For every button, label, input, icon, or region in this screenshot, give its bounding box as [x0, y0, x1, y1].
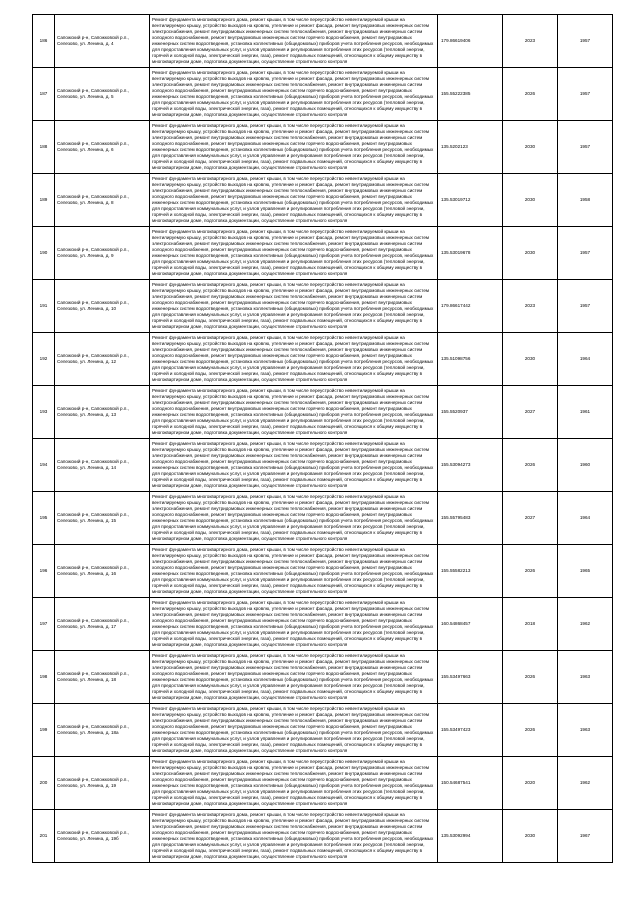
row-address: Сапожский р-н, Сапожковскй р.п., Селезово, ул. Ленина, д. 18а: [55, 704, 150, 757]
row-number: 200: [33, 757, 55, 810]
row-works: Ремонт фундамента многоквартирного дома, ремонт крыши, в том числе переустройство невентилируемой крыши на вентилируемую крышу, устройство выходов на кровлю, утепление и ремонт фасада, ремонт внутридомовых инженерных систем электроснабжения, ремонт внутридомовых инженерных систем теплоснабжения, ремонт внутридомовых инженерных систем холодного водоснабжения, ремонт внутридомовых инженерных систем горячего водоснабжения, ремонт внутридомовых инженерных систем водоотведения, установка коллективных (общедомовых) приборов учета потребления ресурсов, необходимых для предоставления коммунальных услуг, и узлов управления и регулирования потребления этих ресурсов (тепловой энергии, горячей и холодной воды, электрической энергии, газа), ремонт подвальных помещений, относящихся к общему имуществу в многоквартирном доме, подготовка документации, осуществление строительного контроля: [150, 68, 438, 121]
row-number: 196: [33, 545, 55, 598]
row-number: 187: [33, 68, 55, 121]
row-works: Ремонт фундамента многоквартирного дома, ремонт крыши, в том числе переустройство невентилируемой крыши на вентилируемую крышу, устройство выходов на кровлю, утепление и ремонт фасада, ремонт внутридомовых инженерных систем электроснабжения, ремонт внутридомовых инженерных систем теплоснабжения, ремонт внутридомовых инженерных систем холодного водоснабжения, ремонт внутридомовых инженерных систем горячего водоснабжения, ремонт внутридомовых инженерных систем водоотведения, установка коллективных (общедомовых) приборов учета потребления ресурсов, необходимых для предоставления коммунальных услуг, и узлов управления и регулирования потребления этих ресурсов (тепловой энергии, горячей и холодной воды, электрической энергии, газа), ремонт подвальных помещений, относящихся к общему имуществу в многоквартирном доме, подготовка документации, осуществление строительного контроля: [150, 439, 438, 492]
row-year: 2030: [503, 227, 558, 280]
row-cost: 179.86617442: [438, 280, 503, 333]
table-row: [33, 333, 613, 386]
row-address: Сапожский р-н, Сапожковскй р.п., Селезово, ул. Ленина, д. 13: [55, 386, 150, 439]
table-row: [33, 68, 613, 121]
row-built-year: 1958: [558, 174, 613, 227]
row-year: 2027: [503, 386, 558, 439]
row-cost: 155.53497663: [438, 651, 503, 704]
row-works: Ремонт фундамента многоквартирного дома, ремонт крыши, в том числе переустройство невентилируемой крыши на вентилируемую крышу, устройство выходов на кровлю, утепление и ремонт фасада, ремонт внутридомовых инженерных систем электроснабжения, ремонт внутридомовых инженерных систем теплоснабжения, ремонт внутридомовых инженерных систем холодного водоснабжения, ремонт внутридомовых инженерных систем горячего водоснабжения, ремонт внутридомовых инженерных систем водоотведения, установка коллективных (общедомовых) приборов учета потребления ресурсов, необходимых для предоставления коммунальных услуг, и узлов управления и регулирования потребления этих ресурсов (тепловой энергии, горячей и холодной воды, электрической энергии, газа), ремонт подвальных помещений, относящихся к общему имуществу в многоквартирном доме, подготовка документации, осуществление строительного контроля: [150, 121, 438, 174]
row-number: 186: [33, 15, 55, 68]
row-works: Ремонт фундамента многоквартирного дома, ремонт крыши, в том числе переустройство невентилируемой крыши на вентилируемую крышу, устройство выходов на кровлю, утепление и ремонт фасада, ремонт внутридомовых инженерных систем электроснабжения, ремонт внутридомовых инженерных систем теплоснабжения, ремонт внутридомовых инженерных систем холодного водоснабжения, ремонт внутридомовых инженерных систем горячего водоснабжения, ремонт внутридомовых инженерных систем водоотведения, установка коллективных (общедомовых) приборов учета потребления ресурсов, необходимых для предоставления коммунальных услуг, и узлов управления и регулирования потребления этих ресурсов (тепловой энергии, горячей и холодной воды, электрической энергии, газа), ремонт подвальных помещений, относящихся к общему имуществу в многоквартирном доме, подготовка документации, осуществление строительного контроля: [150, 492, 438, 545]
table-row: [33, 704, 613, 757]
row-cost: 179.86619406: [438, 15, 503, 68]
row-address: Сапожский р-н, Сапожковскй р.п., Селезово, ул. Ленина, д. 14: [55, 439, 150, 492]
row-address: Сапожский р-н, Сапожковскй р.п., Селезово, ул. Ленина, д. 16: [55, 545, 150, 598]
row-works: Ремонт фундамента многоквартирного дома, ремонт крыши, в том числе переустройство невентилируемой крыши на вентилируемую крышу, устройство выходов на кровлю, утепление и ремонт фасада, ремонт внутридомовых инженерных систем электроснабжения, ремонт внутридомовых инженерных систем теплоснабжения, ремонт внутридомовых инженерных систем холодного водоснабжения, ремонт внутридомовых инженерных систем горячего водоснабжения, ремонт внутридомовых инженерных систем водоотведения, установка коллективных (общедомовых) приборов учета потребления ресурсов, необходимых для предоставления коммунальных услуг, и узлов управления и регулирования потребления этих ресурсов (тепловой энергии, горячей и холодной воды, электрической энергии, газа), ремонт подвальных помещений, относящихся к общему имуществу в многоквартирном доме, подготовка документации, осуществление строительного контроля: [150, 651, 438, 704]
row-year: 2030: [503, 174, 558, 227]
row-year: 2030: [503, 810, 558, 863]
row-number: 199: [33, 704, 55, 757]
row-cost: 155.55795483: [438, 492, 503, 545]
row-built-year: 1962: [558, 598, 613, 651]
row-year: 2026: [503, 68, 558, 121]
row-number: 194: [33, 439, 55, 492]
table-row: [33, 492, 613, 545]
row-year: 2026: [503, 439, 558, 492]
row-cost: 155.53497423: [438, 704, 503, 757]
table-row: [33, 174, 613, 227]
table-row: [33, 810, 613, 863]
row-built-year: 1957: [558, 280, 613, 333]
table-row: [33, 651, 613, 704]
table-body: [33, 15, 613, 863]
row-cost: 155.55222385: [438, 68, 503, 121]
row-number: 189: [33, 174, 55, 227]
row-number: 192: [33, 333, 55, 386]
table-row: [33, 598, 613, 651]
row-address: Сапожский р-н, Сапожковскй р.п., Селезово, ул. Ленина, д. 8: [55, 174, 150, 227]
row-number: 193: [33, 386, 55, 439]
row-built-year: 1962: [558, 757, 613, 810]
table-row: [33, 545, 613, 598]
row-number: 201: [33, 810, 55, 863]
row-year: 2030: [503, 333, 558, 386]
row-built-year: 1967: [558, 810, 613, 863]
row-address: Сапожский р-н, Сапожковскй р.п., Селезово, ул. Ленина, д. 9: [55, 227, 150, 280]
table-row: [33, 280, 613, 333]
row-year: 2023: [503, 280, 558, 333]
table-row: [33, 227, 613, 280]
row-cost: 135.51098756: [438, 333, 503, 386]
row-address: Сапожский р-н, Сапожковскй р.п., Селезово, ул. Ленина, д. 18: [55, 651, 150, 704]
row-built-year: 1960: [558, 439, 613, 492]
row-cost: 135.53019678: [438, 227, 503, 280]
row-works: Ремонт фундамента многоквартирного дома, ремонт крыши, в том числе переустройство невентилируемой крыши на вентилируемую крышу, устройство выходов на кровлю, утепление и ремонт фасада, ремонт внутридомовых инженерных систем электроснабжения, ремонт внутридомовых инженерных систем теплоснабжения, ремонт внутридомовых инженерных систем холодного водоснабжения, ремонт внутридомовых инженерных систем горячего водоснабжения, ремонт внутридомовых инженерных систем водоотведения, установка коллективных (общедомовых) приборов учета потребления ресурсов, необходимых для предоставления коммунальных услуг, и узлов управления и регулирования потребления этих ресурсов (тепловой энергии, горячей и холодной воды, электрической энергии, газа), ремонт подвальных помещений, относящихся к общему имуществу в многоквартирном доме, подготовка документации, осуществление строительного контроля: [150, 545, 438, 598]
row-address: Сапожский р-н, Сапожковскй р.п., Селезово, ул. Ленина, д. 19: [55, 757, 150, 810]
row-works: Ремонт фундамента многоквартирного дома, ремонт крыши, в том числе переустройство невентилируемой крыши на вентилируемую крышу, устройство выходов на кровлю, утепление и ремонт фасада, ремонт внутридомовых инженерных систем электроснабжения, ремонт внутридомовых инженерных систем теплоснабжения, ремонт внутридомовых инженерных систем холодного водоснабжения, ремонт внутридомовых инженерных систем горячего водоснабжения, ремонт внутридомовых инженерных систем водоотведения, установка коллективных (общедомовых) приборов учета потребления ресурсов, необходимых для предоставления коммунальных услуг, и узлов управления и регулирования потребления этих ресурсов (тепловой энергии, горячей и холодной воды, электрической энергии, газа), ремонт подвальных помещений, относящихся к общему имуществу в многоквартирном доме, подготовка документации, осуществление строительного контроля: [150, 704, 438, 757]
row-built-year: 1963: [558, 651, 613, 704]
row-works: Ремонт фундамента многоквартирного дома, ремонт крыши, в том числе переустройство невентилируемой крыши на вентилируемую крышу, устройство выходов на кровлю, утепление и ремонт фасада, ремонт внутридомовых инженерных систем электроснабжения, ремонт внутридомовых инженерных систем теплоснабжения, ремонт внутридомовых инженерных систем холодного водоснабжения, ремонт внутридомовых инженерных систем горячего водоснабжения, ремонт внутридомовых инженерных систем водоотведения, установка коллективных (общедомовых) приборов учета потребления ресурсов, необходимых для предоставления коммунальных услуг, и узлов управления и регулирования потребления этих ресурсов (тепловой энергии, горячей и холодной воды, электрической энергии, газа), ремонт подвальных помещений, относящихся к общему имуществу в многоквартирном доме, подготовка документации, осуществление строительного контроля: [150, 810, 438, 863]
row-built-year: 1964: [558, 492, 613, 545]
row-cost: 135.53019712: [438, 174, 503, 227]
row-cost: 135.53092994: [438, 810, 503, 863]
row-address: Сапожский р-н, Сапожковскй р.п., Селезово, ул. Ленина, д. 17: [55, 598, 150, 651]
row-cost: 135.5202123: [438, 121, 503, 174]
row-number: 188: [33, 121, 55, 174]
row-year: 2023: [503, 15, 558, 68]
capital-repair-table: [32, 14, 613, 863]
row-year: 2026: [503, 651, 558, 704]
row-year: 2026: [503, 704, 558, 757]
row-address: Сапожский р-н, Сапожковскй р.п., Селезово, ул. Ленина, д. 4: [55, 15, 150, 68]
row-built-year: 1964: [558, 333, 613, 386]
row-number: 190: [33, 227, 55, 280]
table-row: [33, 121, 613, 174]
row-address: Сапожский р-н, Сапожковскй р.п., Селезово, ул. Ленина, д. 12: [55, 333, 150, 386]
table-row: [33, 439, 613, 492]
row-cost: 155.55582213: [438, 545, 503, 598]
row-cost: 155.5520937: [438, 386, 503, 439]
row-works: Ремонт фундамента многоквартирного дома, ремонт крыши, в том числе переустройство невентилируемой крыши на вентилируемую крышу, устройство выходов на кровлю, утепление и ремонт фасада, ремонт внутридомовых инженерных систем электроснабжения, ремонт внутридомовых инженерных систем теплоснабжения, ремонт внутридомовых инженерных систем холодного водоснабжения, ремонт внутридомовых инженерных систем горячего водоснабжения, ремонт внутридомовых инженерных систем водоотведения, установка коллективных (общедомовых) приборов учета потребления ресурсов, необходимых для предоставления коммунальных услуг, и узлов управления и регулирования потребления этих ресурсов (тепловой энергии, горячей и холодной воды, электрической энергии, газа), ремонт подвальных помещений, относящихся к общему имуществу в многоквартирном доме, подготовка документации, осуществление строительного контроля: [150, 598, 438, 651]
row-address: Сапожский р-н, Сапожковскй р.п., Селезово, ул. Ленина, д. 6: [55, 121, 150, 174]
row-works: Ремонт фундамента многоквартирного дома, ремонт крыши, в том числе переустройство невентилируемой крыши на вентилируемую крышу, устройство выходов на кровлю, утепление и ремонт фасада, ремонт внутридомовых инженерных систем электроснабжения, ремонт внутридомовых инженерных систем теплоснабжения, ремонт внутридомовых инженерных систем холодного водоснабжения, ремонт внутридомовых инженерных систем горячего водоснабжения, ремонт внутридомовых инженерных систем водоотведения, установка коллективных (общедомовых) приборов учета потребления ресурсов, необходимых для предоставления коммунальных услуг, и узлов управления и регулирования потребления этих ресурсов (тепловой энергии, горячей и холодной воды, электрической энергии, газа), ремонт подвальных помещений, относящихся к общему имуществу в многоквартирном доме, подготовка документации, осуществление строительного контроля: [150, 280, 438, 333]
row-year: 2020: [503, 757, 558, 810]
row-address: Сапожский р-н, Сапожковскй р.п., Селезово, ул. Ленина, д. 19б: [55, 810, 150, 863]
row-address: Сапожский р-н, Сапожковскй р.п., Селезово, ул. Ленина, д. 15: [55, 492, 150, 545]
row-built-year: 1957: [558, 227, 613, 280]
row-number: 197: [33, 598, 55, 651]
row-works: Ремонт фундамента многоквартирного дома, ремонт крыши, в том числе переустройство невентилируемой крыши на вентилируемую крышу, устройство выходов на кровлю, утепление и ремонт фасада, ремонт внутридомовых инженерных систем электроснабжения, ремонт внутридомовых инженерных систем теплоснабжения, ремонт внутридомовых инженерных систем холодного водоснабжения, ремонт внутридомовых инженерных систем горячего водоснабжения, ремонт внутридомовых инженерных систем водоотведения, установка коллективных (общедомовых) приборов учета потребления ресурсов, необходимых для предоставления коммунальных услуг, и узлов управления и регулирования потребления этих ресурсов (тепловой энергии, горячей и холодной воды, электрической энергии, газа), ремонт подвальных помещений, относящихся к общему имуществу в многоквартирном доме, подготовка документации, осуществление строительного контроля: [150, 227, 438, 280]
row-built-year: 1963: [558, 704, 613, 757]
row-year: 2030: [503, 121, 558, 174]
row-cost: 150.54687541: [438, 757, 503, 810]
table-row: [33, 386, 613, 439]
row-year: 2027: [503, 492, 558, 545]
row-address: Сапожский р-н, Сапожковскй р.п., Селезово, ул. Ленина, д. 10: [55, 280, 150, 333]
row-built-year: 1957: [558, 15, 613, 68]
table-row: [33, 15, 613, 68]
row-year: 2018: [503, 598, 558, 651]
row-works: Ремонт фундамента многоквартирного дома, ремонт крыши, в том числе переустройство невентилируемой крыши на вентилируемую крышу, устройство выходов на кровлю, утепление и ремонт фасада, ремонт внутридомовых инженерных систем электроснабжения, ремонт внутридомовых инженерных систем теплоснабжения, ремонт внутридомовых инженерных систем холодного водоснабжения, ремонт внутридомовых инженерных систем горячего водоснабжения, ремонт внутридомовых инженерных систем водоотведения, установка коллективных (общедомовых) приборов учета потребления ресурсов, необходимых для предоставления коммунальных услуг, и узлов управления и регулирования потребления этих ресурсов (тепловой энергии, горячей и холодной воды, электрической энергии, газа), ремонт подвальных помещений, относящихся к общему имуществу в многоквартирном доме, подготовка документации, осуществление строительного контроля: [150, 757, 438, 810]
row-works: Ремонт фундамента многоквартирного дома, ремонт крыши, в том числе переустройство невентилируемой крыши на вентилируемую крышу, устройство выходов на кровлю, утепление и ремонт фасада, ремонт внутридомовых инженерных систем электроснабжения, ремонт внутридомовых инженерных систем теплоснабжения, ремонт внутридомовых инженерных систем холодного водоснабжения, ремонт внутридомовых инженерных систем горячего водоснабжения, ремонт внутридомовых инженерных систем водоотведения, установка коллективных (общедомовых) приборов учета потребления ресурсов, необходимых для предоставления коммунальных услуг, и узлов управления и регулирования потребления этих ресурсов (тепловой энергии, горячей и холодной воды, электрической энергии, газа), ремонт подвальных помещений, относящихся к общему имуществу в многоквартирном доме, подготовка документации, осуществление строительного контроля: [150, 174, 438, 227]
row-works: Ремонт фундамента многоквартирного дома, ремонт крыши, в том числе переустройство невентилируемой крыши на вентилируемую крышу, устройство выходов на кровлю, утепление и ремонт фасада, ремонт внутридомовых инженерных систем электроснабжения, ремонт внутридомовых инженерных систем теплоснабжения, ремонт внутридомовых инженерных систем холодного водоснабжения, ремонт внутридомовых инженерных систем горячего водоснабжения, ремонт внутридомовых инженерных систем водоотведения, установка коллективных (общедомовых) приборов учета потребления ресурсов, необходимых для предоставления коммунальных услуг, и узлов управления и регулирования потребления этих ресурсов (тепловой энергии, горячей и холодной воды, электрической энергии, газа), ремонт подвальных помещений, относящихся к общему имуществу в многоквартирном доме, подготовка документации, осуществление строительного контроля: [150, 15, 438, 68]
table-row: [33, 757, 613, 810]
row-built-year: 1965: [558, 545, 613, 598]
document-sheet: [32, 14, 612, 863]
row-cost: 155.53094273: [438, 439, 503, 492]
row-number: 191: [33, 280, 55, 333]
row-works: Ремонт фундамента многоквартирного дома, ремонт крыши, в том числе переустройство невентилируемой крыши на вентилируемую крышу, устройство выходов на кровлю, утепление и ремонт фасада, ремонт внутридомовых инженерных систем электроснабжения, ремонт внутридомовых инженерных систем теплоснабжения, ремонт внутридомовых инженерных систем холодного водоснабжения, ремонт внутридомовых инженерных систем горячего водоснабжения, ремонт внутридомовых инженерных систем водоотведения, установка коллективных (общедомовых) приборов учета потребления ресурсов, необходимых для предоставления коммунальных услуг, и узлов управления и регулирования потребления этих ресурсов (тепловой энергии, горячей и холодной воды, электрической энергии, газа), ремонт подвальных помещений, относящихся к общему имуществу в многоквартирном доме, подготовка документации, осуществление строительного контроля: [150, 333, 438, 386]
row-year: 2026: [503, 545, 558, 598]
row-number: 195: [33, 492, 55, 545]
row-address: Сапожский р-н, Сапожковскй р.п., Селезово, ул. Ленина, д. 5: [55, 68, 150, 121]
row-built-year: 1957: [558, 68, 613, 121]
row-cost: 160.54868457: [438, 598, 503, 651]
row-built-year: 1957: [558, 121, 613, 174]
row-number: 198: [33, 651, 55, 704]
row-built-year: 1961: [558, 386, 613, 439]
row-works: Ремонт фундамента многоквартирного дома, ремонт крыши, в том числе переустройство невентилируемой крыши на вентилируемую крышу, устройство выходов на кровлю, утепление и ремонт фасада, ремонт внутридомовых инженерных систем электроснабжения, ремонт внутридомовых инженерных систем теплоснабжения, ремонт внутридомовых инженерных систем холодного водоснабжения, ремонт внутридомовых инженерных систем горячего водоснабжения, ремонт внутридомовых инженерных систем водоотведения, установка коллективных (общедомовых) приборов учета потребления ресурсов, необходимых для предоставления коммунальных услуг, и узлов управления и регулирования потребления этих ресурсов (тепловой энергии, горячей и холодной воды, электрической энергии, газа), ремонт подвальных помещений, относящихся к общему имуществу в многоквартирном доме, подготовка документации, осуществление строительного контроля: [150, 386, 438, 439]
